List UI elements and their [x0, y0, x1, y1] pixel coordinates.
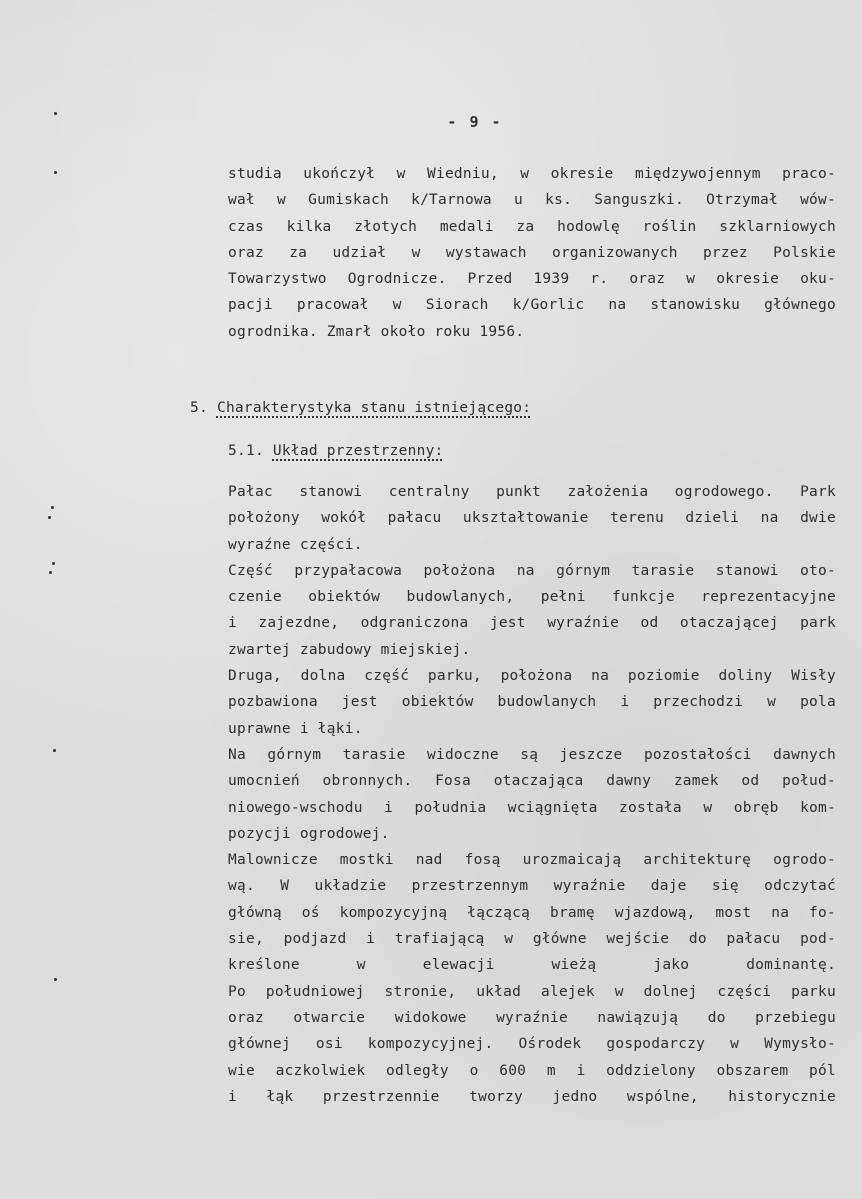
- text-line: ogrodnika. Zmarł około roku 1956.: [228, 323, 525, 340]
- text-line: niowego-wschodu i południa wciągnięta została w obręb kom-: [228, 799, 836, 816]
- text-line: i łąk przestrzennie tworzy jedno wspólne, historycznie: [228, 1088, 836, 1105]
- paragraph-biography: [228, 161, 836, 345]
- scan-speck: [53, 749, 56, 752]
- text-line: Towarzystwo Ogrodnicze. Przed 1939 r. oraz w okresie oku-: [228, 271, 836, 288]
- subsection-number: 5.1.: [228, 443, 264, 459]
- text-line: Druga, dolna część parku, położona na poziomie doliny Wisły: [228, 668, 836, 685]
- text-line: pacji pracował w Siorach k/Gorlic na stanowisku głównego: [228, 297, 836, 314]
- text-line: oraz za udział w wystawach organizowanych przez Polskie: [228, 244, 836, 261]
- text-line: pozbawiona jest obiektów budowlanych i przechodzi w pola: [228, 694, 836, 711]
- text-line: wie aczkolwiek odległy o 600 m i oddzielony obszarem pól: [228, 1062, 836, 1079]
- text-line: kreślone w elewacji wieżą jako dominantę.: [228, 957, 836, 974]
- text-line: Na górnym tarasie widoczne są jeszcze pozostałości dawnych: [228, 746, 836, 763]
- text-line: sie, podjazd i trafiającą w główne wejście do pałacu pod-: [228, 931, 836, 948]
- scan-speck: [54, 171, 57, 174]
- text-line: umocnień obronnych. Fosa otaczająca dawny zamek od połud-: [228, 773, 836, 790]
- text-line: Część przypałacowa położona na górnym tarasie stanowi oto-: [228, 562, 836, 579]
- text-line: Malownicze mostki nad fosą urozmaicają architekturę ogrodo-: [228, 852, 836, 869]
- text-line: zwartej zabudowy miejskiej.: [228, 641, 471, 658]
- text-line: główną oś kompozycyjną łączącą bramę wjazdową, most na fo-: [228, 904, 836, 921]
- section-heading: [190, 397, 531, 419]
- text-line: oraz otwarcie widokowe wyraźnie nawiązują do przebiegu: [228, 1009, 836, 1026]
- page-number: - 9 -: [447, 113, 503, 131]
- text-line: pozycji ogrodowej.: [228, 825, 390, 842]
- text-line: wą. W układzie przestrzennym wyraźnie daje się odczytać: [228, 878, 836, 895]
- text-line: czas kilka złotych medali za hodowlę roślin szklarniowych: [228, 218, 836, 235]
- text-line: głównej osi kompozycyjnej. Ośrodek gospodarczy w Wymysło-: [228, 1036, 836, 1053]
- text-line: wał w Gumiskach k/Tarnowa u ks. Sanguszki. Otrzymał wów-: [228, 192, 836, 209]
- scan-speck: [54, 112, 57, 115]
- text-line: czenie obiektów budowlanych, pełni funkcje reprezentacyjne: [228, 589, 836, 606]
- scan-speck: [52, 562, 55, 565]
- scan-speck: [48, 516, 51, 519]
- text-line: studia ukończył w Wiedniu, w okresie międzywojennym praco-: [228, 166, 836, 182]
- subsection-heading: [228, 440, 444, 462]
- scan-speck: [51, 506, 54, 509]
- subsection-title: Układ przestrzenny:: [272, 443, 444, 459]
- section-title: Charakterystyka stanu istniejącego:: [216, 400, 532, 416]
- text-line: Pałac stanowi centralny punkt założenia ogrodowego. Park: [228, 484, 836, 500]
- scan-speck: [54, 978, 57, 981]
- text-line: i zajezdne, odgraniczona jest wyraźnie od otaczającej park: [228, 615, 836, 632]
- section-number: 5.: [190, 400, 208, 416]
- text-line: Po południowej stronie, układ alejek w dolnej części parku: [228, 983, 836, 1000]
- paragraph-spatial-layout: [228, 479, 836, 1110]
- text-line: położony wokół pałacu ukształtowanie terenu dzieli na dwie: [228, 510, 836, 527]
- text-line: wyraźne części.: [228, 536, 363, 553]
- text-line: uprawne i łąki.: [228, 720, 363, 737]
- scan-speck: [49, 571, 52, 574]
